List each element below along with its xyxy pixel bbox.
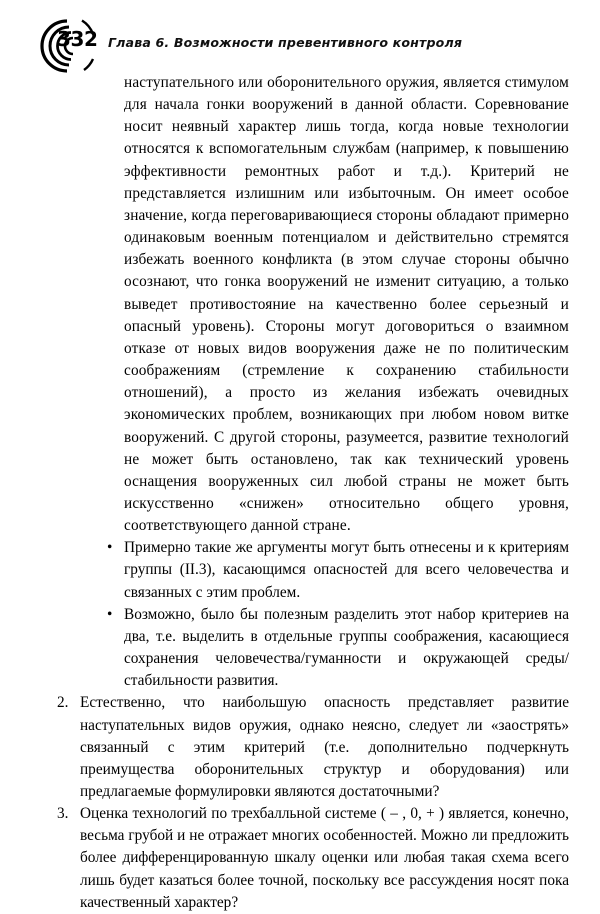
bullet-list [0,537,600,692]
list-item [0,604,600,693]
list-item [0,537,600,603]
numbered-list [0,692,600,914]
list-item-text: Естественно, что наибольшую опасность представляет развитие наступательных видов оружия, однако неясно, следует ли «заострять» связанный с этим критерий (т.е. дополнительно подчеркнуть преимущества оборонительных структур и оборудования) или предлагаемые формулировки являются достаточными? [80,694,569,800]
list-item-text: Оценка технологий по трехбалльной системе ( – , 0, + ) является, конечно, весьма грубой и не отражает многих особенностей. Можно ли предложить более дифференцированную шкалу оценки или любая такая схема всего лишь будет казаться более точной, поскольку все рассуждения носят пока качественный характер? [80,805,569,911]
list-item [0,692,600,803]
folio-ornament-group [36,18,98,74]
body-paragraph: наступательного или оборонительного оружия, является стимулом для начала гонки вооружений в данной области. Соревнование носит неявный характер лишь тогда, когда новые технологии относятся к вспомогательным службам (например, к повышению эффективности ремонтных работ и т.д.). Критерий не представляется излишним или избыточным. Он имеет особое значение, когда переговаривающиеся стороны обладают примерно одинаковым военным потенциалом и действительно стремятся избежать военного конфликта (в этом случае стороны обычно осознают, что гонка вооружений не изменит ситуацию, а только выведет противостояние на качественно более серьезный и опасный уровень). Стороны могут договориться о взаимном отказе от новых видов вооружения даже не по политическим соображениям (стремление к сохранению стабильности отношений), а просто из желания избежать очевидных экономических проблем, возникающих при любом новом витке вооружений. С другой стороны, разумеется, развитие технологий не может быть остановлено, так как технический уровень оснащения вооруженных сил любой страны не может быть искусственно «снижен» относительно общего уровня, соответствующего данной стране. [124,74,569,535]
list-item-text: Примерно такие же аргументы могут быть отнесены и к критериям группы (II.3), касающимся опасностей для всего человечества и связанных с этим проблем. [124,539,569,601]
running-head [0,14,600,76]
list-number-marker: 3. [57,805,69,823]
chapter-running-title: Глава 6. Возможности превентивного контроля [108,35,463,50]
list-item [0,803,600,914]
page-number: 332 [57,27,98,51]
list-item-text: Возможно, было бы полезным разделить этот набор критериев на два, т.е. выделить в отдельные группы соображения, касающиеся сохранения человечества/гуманности и окружающей среды/стабильности развития. [124,605,569,690]
list-number-marker: 2. [57,694,69,712]
bullet-marker: • [107,605,113,623]
bullet-marker: • [107,539,113,557]
page-text-block [0,72,600,914]
